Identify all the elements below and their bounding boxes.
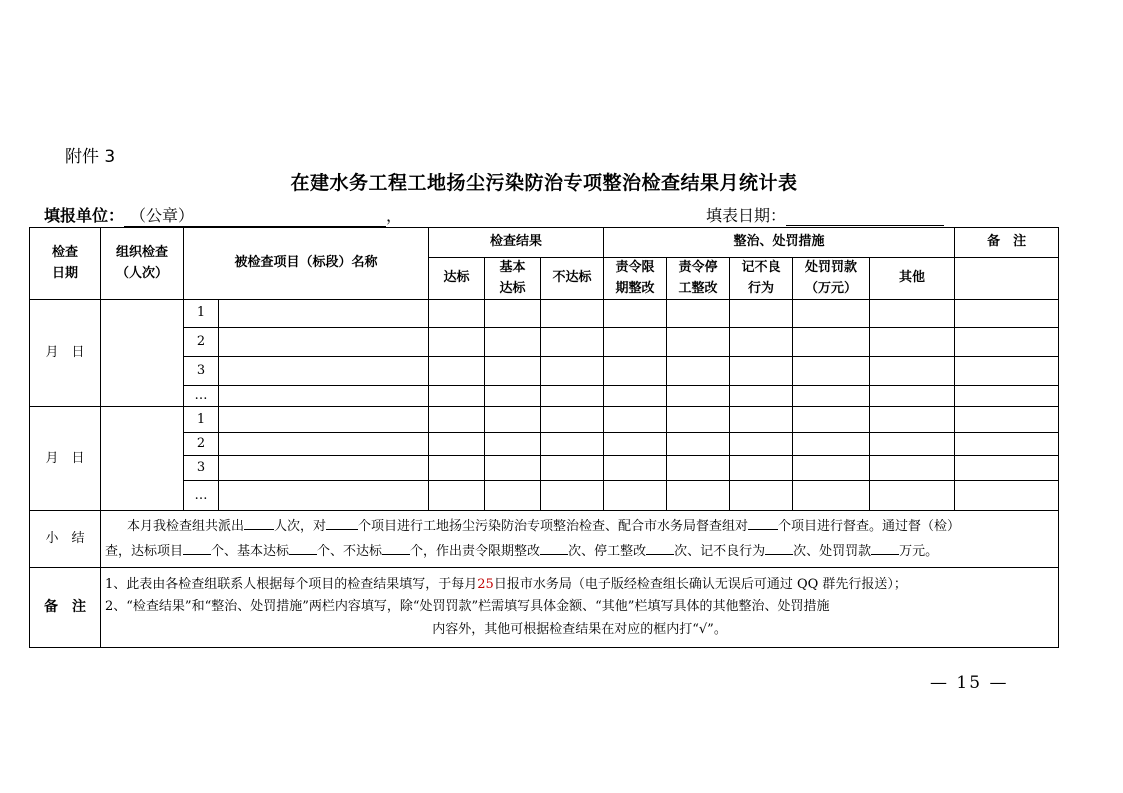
fill-unit-comma: ， xyxy=(386,206,403,225)
cell[interactable] xyxy=(955,300,1059,328)
cell[interactable] xyxy=(870,328,955,357)
project-name-cell[interactable] xyxy=(219,300,429,328)
cell[interactable] xyxy=(793,328,870,357)
group-org-count[interactable] xyxy=(101,300,184,407)
cell[interactable] xyxy=(541,433,604,456)
cell[interactable] xyxy=(730,357,793,386)
summary-blank[interactable] xyxy=(646,540,674,555)
cell[interactable] xyxy=(429,456,485,481)
cell[interactable] xyxy=(667,456,730,481)
cell[interactable] xyxy=(429,328,485,357)
header-stop-work: 责令停 工整改 xyxy=(667,258,730,300)
note-line-1: 1、此表由各检查组联系人根据每个项目的检查结果填写，于每月25日报市水务局（电子版经检查组长确认无误后可通过 QQ 群先行报送）； xyxy=(105,576,907,592)
summary-blank[interactable] xyxy=(183,540,211,555)
cell[interactable] xyxy=(870,357,955,386)
fill-unit-row xyxy=(44,203,402,227)
row-number: … xyxy=(184,386,219,407)
summary-blank[interactable] xyxy=(289,540,317,555)
cell[interactable] xyxy=(485,357,541,386)
table-row xyxy=(30,433,1059,456)
group-date[interactable]: 月 日 xyxy=(30,407,101,511)
cell[interactable] xyxy=(730,386,793,407)
notes-row xyxy=(30,568,1059,648)
summary-blank[interactable] xyxy=(382,540,410,555)
summary-row xyxy=(30,511,1059,568)
header-fail: 不达标 xyxy=(541,258,604,300)
cell[interactable] xyxy=(541,357,604,386)
cell[interactable] xyxy=(955,357,1059,386)
header-pass: 达标 xyxy=(429,258,485,300)
cell[interactable] xyxy=(793,357,870,386)
cell[interactable] xyxy=(667,433,730,456)
row-number: 3 xyxy=(184,357,219,386)
table-row xyxy=(30,407,1059,433)
table-row xyxy=(30,456,1059,481)
project-name-cell[interactable] xyxy=(219,481,429,511)
statistics-table xyxy=(29,227,1059,648)
cell[interactable] xyxy=(541,407,604,433)
cell[interactable] xyxy=(955,386,1059,407)
cell[interactable] xyxy=(541,386,604,407)
document-title: 在建水务工程工地扬尘污染防治专项整治检查结果月统计表 xyxy=(290,172,798,194)
notes-text xyxy=(101,568,1059,648)
header-fine: 处罚罚款 （万元） xyxy=(793,258,870,300)
row-number: 2 xyxy=(184,328,219,357)
header-measures: 整治、处罚措施 xyxy=(604,228,955,258)
header-bad-record: 记不良 行为 xyxy=(730,258,793,300)
group-org-count[interactable] xyxy=(101,407,184,511)
cell[interactable] xyxy=(429,300,485,328)
summary-blank[interactable] xyxy=(765,540,793,555)
table-row xyxy=(30,328,1059,357)
cell[interactable] xyxy=(541,328,604,357)
fill-unit-label: 填报单位： xyxy=(44,206,125,225)
summary-text: 本月我检查组共派出 人次，对 个项目进行工地扬尘污染防治专项整治检查、配合市水务局督查组对 个项目进行督查。通过督（检） 查，达标项目 个、基本达标 个、不达标 个，作出责令限期整改 次、停工整改 次、记不良行为 次、处罚罚款 万元。 xyxy=(101,511,1059,568)
cell[interactable] xyxy=(730,407,793,433)
header-basic-pass: 基本 达标 xyxy=(485,258,541,300)
row-number: 3 xyxy=(184,456,219,481)
summary-blank[interactable] xyxy=(748,515,778,530)
project-name-cell[interactable] xyxy=(219,407,429,433)
cell[interactable] xyxy=(870,456,955,481)
cell[interactable] xyxy=(604,433,667,456)
page-number: — 15 — xyxy=(930,673,1009,693)
cell[interactable] xyxy=(485,328,541,357)
cell[interactable] xyxy=(667,481,730,511)
header-check-date: 检查 日期 xyxy=(30,228,101,300)
cell[interactable] xyxy=(793,481,870,511)
cell[interactable] xyxy=(730,433,793,456)
cell[interactable] xyxy=(793,456,870,481)
header-org-check: 组织检查 （人次） xyxy=(101,228,184,300)
table-row xyxy=(30,357,1059,386)
cell[interactable] xyxy=(604,328,667,357)
cell[interactable] xyxy=(870,433,955,456)
cell[interactable] xyxy=(485,407,541,433)
cell[interactable] xyxy=(429,481,485,511)
cell[interactable] xyxy=(604,386,667,407)
cell[interactable] xyxy=(667,407,730,433)
header-remarks: 备 注 xyxy=(955,228,1059,258)
summary-blank[interactable] xyxy=(871,540,899,555)
notes-label: 备 注 xyxy=(30,568,101,648)
cell[interactable] xyxy=(541,481,604,511)
fill-date-field[interactable] xyxy=(786,208,944,226)
cell[interactable] xyxy=(793,300,870,328)
cell[interactable] xyxy=(604,407,667,433)
cell[interactable] xyxy=(667,328,730,357)
cell[interactable] xyxy=(793,433,870,456)
summary-blank[interactable] xyxy=(244,515,274,530)
cell[interactable] xyxy=(485,456,541,481)
summary-blank[interactable] xyxy=(540,540,568,555)
fill-unit-field[interactable]: （公章） xyxy=(124,203,386,227)
row-number: 1 xyxy=(184,300,219,328)
header-other: 其他 xyxy=(870,258,955,300)
project-name-cell[interactable] xyxy=(219,456,429,481)
cell[interactable] xyxy=(870,386,955,407)
cell[interactable] xyxy=(429,433,485,456)
row-number: 1 xyxy=(184,407,219,433)
cell[interactable] xyxy=(485,481,541,511)
cell[interactable] xyxy=(429,386,485,407)
cell[interactable] xyxy=(870,300,955,328)
cell[interactable] xyxy=(667,300,730,328)
table-row xyxy=(30,386,1059,407)
cell[interactable] xyxy=(730,328,793,357)
cell[interactable] xyxy=(667,386,730,407)
cell[interactable] xyxy=(955,407,1059,433)
cell[interactable] xyxy=(541,300,604,328)
cell[interactable] xyxy=(485,386,541,407)
project-name-cell[interactable] xyxy=(219,357,429,386)
attachment-label: 附件 3 xyxy=(65,147,116,167)
note-line-3: 内容外，其他可根据检查结果在对应的框内打“√”。 xyxy=(432,622,727,638)
cell[interactable] xyxy=(541,456,604,481)
cell[interactable] xyxy=(793,407,870,433)
project-name-cell[interactable] xyxy=(219,328,429,357)
cell[interactable] xyxy=(955,481,1059,511)
header-check-result: 检查结果 xyxy=(429,228,604,258)
header-rectify: 责令限 期整改 xyxy=(604,258,667,300)
header-project-name: 被检查项目（标段）名称 xyxy=(184,228,429,300)
cell[interactable] xyxy=(730,456,793,481)
fill-date-row xyxy=(706,203,944,226)
cell[interactable] xyxy=(955,328,1059,357)
cell[interactable] xyxy=(429,407,485,433)
project-name-cell[interactable] xyxy=(219,433,429,456)
cell[interactable] xyxy=(730,481,793,511)
cell[interactable] xyxy=(955,456,1059,481)
row-number: 2 xyxy=(184,433,219,456)
cell[interactable] xyxy=(604,456,667,481)
cell[interactable] xyxy=(667,357,730,386)
note-line-2: 2、“检查结果”和“整治、处罚措施”两栏内容填写，除“处罚罚款”栏需填写具体金额、“其他”栏填写具体的其他整治、处罚措施 xyxy=(105,599,830,615)
fill-date-label: 填表日期： xyxy=(706,206,787,225)
row-number: … xyxy=(184,481,219,511)
cell[interactable] xyxy=(604,357,667,386)
cell[interactable] xyxy=(604,481,667,511)
cell[interactable] xyxy=(429,357,485,386)
table-row xyxy=(30,481,1059,511)
summary-blank[interactable] xyxy=(326,515,358,530)
cell[interactable] xyxy=(870,407,955,433)
group-date[interactable]: 月 日 xyxy=(30,300,101,407)
summary-label: 小 结 xyxy=(30,511,101,568)
cell[interactable] xyxy=(485,433,541,456)
cell[interactable] xyxy=(485,300,541,328)
header-remarks-blank xyxy=(955,258,1059,300)
cell[interactable] xyxy=(955,433,1059,456)
note-day-highlight: 25 xyxy=(477,576,494,592)
cell[interactable] xyxy=(604,300,667,328)
project-name-cell[interactable] xyxy=(219,386,429,407)
cell[interactable] xyxy=(730,300,793,328)
cell[interactable] xyxy=(870,481,955,511)
table-row xyxy=(30,300,1059,328)
cell[interactable] xyxy=(793,386,870,407)
